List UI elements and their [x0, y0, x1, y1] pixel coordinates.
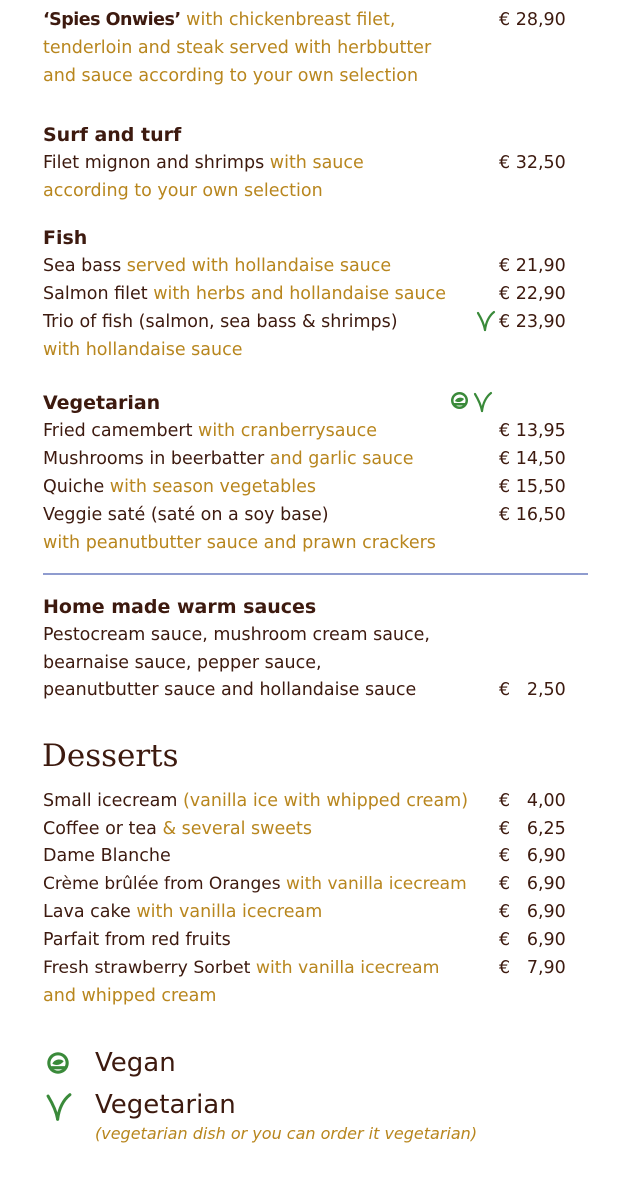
- dish-description: and garlic sauce: [264, 449, 414, 469]
- dish-price: € 6,90: [499, 846, 566, 866]
- dish-price: € 28,90: [499, 10, 566, 30]
- sprout-icon: [476, 310, 496, 332]
- vegan-badge-icon: [450, 391, 469, 410]
- dish-name: Crème brûlée from Oranges: [43, 874, 281, 894]
- dish-price: € 6,90: [499, 902, 566, 922]
- menu-item: [43, 445, 414, 473]
- dish-price: € 13,95: [499, 421, 566, 441]
- dish-description: with chickenbreast filet,: [180, 10, 396, 30]
- dish-description: tenderloin and steak served with herbbutter: [43, 38, 432, 58]
- dish-name: Small icecream: [43, 791, 178, 811]
- dish-description: with peanutbutter sauce and prawn crackers: [43, 533, 436, 553]
- sauces-list-line: bearnaise sauce, pepper sauce,: [43, 653, 322, 673]
- dish-description: and sauce according to your own selection: [43, 66, 419, 86]
- dish-price: € 6,90: [499, 874, 566, 894]
- menu-item: [43, 954, 439, 982]
- legend-vegetarian-note: (vegetarian dish or you can order it vegetarian): [95, 1124, 478, 1143]
- dish-name: Trio of fish (salmon, sea bass & shrimps): [43, 312, 398, 332]
- dish-price: € 15,50: [499, 477, 566, 497]
- dish-price: € 22,90: [499, 284, 566, 304]
- dish-description: according to your own selection: [43, 181, 323, 201]
- dish-name: Salmon filet: [43, 284, 148, 304]
- dish-description: with cranberrysauce: [192, 421, 377, 441]
- sprout-icon: [45, 1092, 73, 1122]
- section-heading-desserts: Desserts: [42, 738, 179, 774]
- spies-onwies-line-1: [43, 6, 395, 34]
- dish-name: Dame Blanche: [43, 846, 171, 866]
- dish-name: Filet mignon and shrimps: [43, 153, 265, 173]
- dish-name: Quiche: [43, 477, 105, 497]
- dish-price: € 16,50: [499, 505, 566, 525]
- dish-description: with hollandaise sauce: [43, 340, 243, 360]
- dish-price: € 7,90: [499, 958, 566, 978]
- dish-name: Veggie saté (saté on a soy base): [43, 505, 329, 525]
- dish-price: € 32,50: [499, 153, 566, 173]
- section-heading-surf-and-turf: Surf and turf: [43, 124, 182, 146]
- dish-name: ‘Spies Onwies’: [43, 10, 181, 30]
- legend-vegan-label: Vegan: [95, 1048, 176, 1078]
- section-divider: [43, 573, 588, 575]
- menu-item: [43, 815, 312, 843]
- menu-item: [43, 473, 316, 501]
- menu-item: [43, 898, 322, 926]
- dish-name: Parfait from red fruits: [43, 930, 231, 950]
- section-heading-vegetarian: Vegetarian: [43, 392, 161, 414]
- vegan-badge-icon: [46, 1051, 70, 1075]
- menu-item: [43, 787, 468, 815]
- dish-name: Fried camembert: [43, 421, 193, 441]
- dish-description: with vanilla icecream: [250, 958, 440, 978]
- dish-description: with vanilla icecream: [280, 874, 467, 894]
- menu-item: [43, 252, 391, 280]
- dish-price: € 4,00: [499, 791, 566, 811]
- dish-description: & several sweets: [156, 819, 312, 839]
- menu-item: [43, 926, 231, 954]
- dish-name: Coffee or tea: [43, 819, 157, 839]
- dish-price: € 21,90: [499, 256, 566, 276]
- dish-price: € 6,25: [499, 819, 566, 839]
- dish-description: with herbs and hollandaise sauce: [147, 284, 447, 304]
- dish-description: (vanilla ice with whipped cream): [177, 791, 469, 811]
- dish-description: with sauce: [264, 153, 364, 173]
- sprout-icon: [473, 391, 493, 413]
- dish-price: € 23,90: [499, 312, 566, 332]
- dish-description: and whipped cream: [43, 986, 217, 1006]
- menu-item: [43, 842, 171, 870]
- dish-name: Fresh strawberry Sorbet: [43, 958, 251, 978]
- dish-name: Sea bass: [43, 256, 122, 276]
- dish-description: with season vegetables: [104, 477, 316, 497]
- menu-item: [43, 417, 377, 445]
- menu-item: [43, 280, 446, 308]
- legend-vegetarian-label: Vegetarian: [95, 1090, 236, 1120]
- menu-item: [43, 870, 467, 898]
- sauces-list-line: Pestocream sauce, mushroom cream sauce,: [43, 625, 430, 645]
- section-heading-sauces: Home made warm sauces: [43, 596, 317, 618]
- dish-price: € 14,50: [499, 449, 566, 469]
- dish-description: served with hollandaise sauce: [121, 256, 392, 276]
- section-heading-fish: Fish: [43, 227, 88, 249]
- sauces-list-line: peanutbutter sauce and hollandaise sauce: [43, 680, 417, 700]
- dish-price: € 2,50: [499, 680, 566, 700]
- dish-name: Mushrooms in beerbatter: [43, 449, 265, 469]
- dish-description: with vanilla icecream: [130, 902, 323, 922]
- dish-name: Lava cake: [43, 902, 131, 922]
- menu-item: [43, 149, 364, 177]
- dish-price: € 6,90: [499, 930, 566, 950]
